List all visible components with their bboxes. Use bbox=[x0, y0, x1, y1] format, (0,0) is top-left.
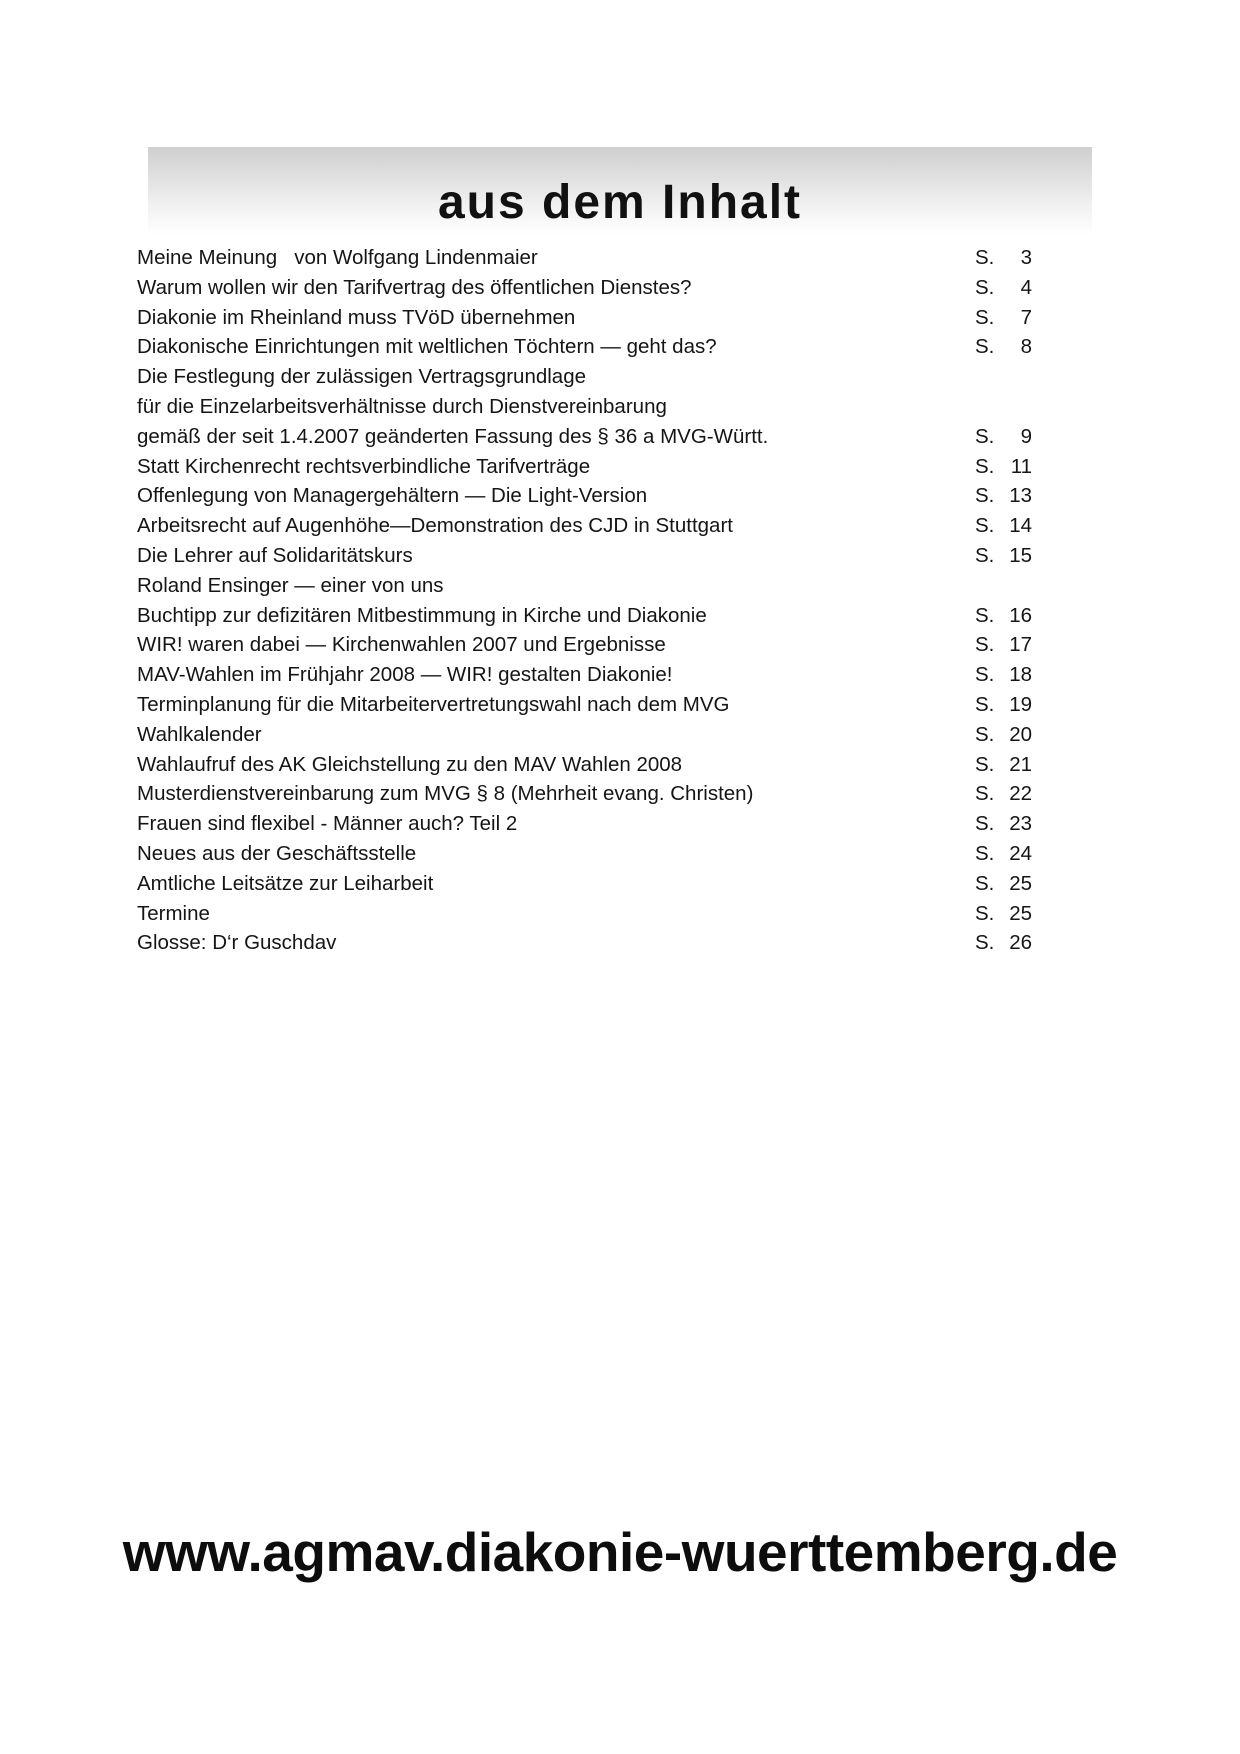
toc-entry-page-number: 25 bbox=[1009, 901, 1032, 925]
toc-entry-page-number: 23 bbox=[1009, 812, 1032, 836]
toc-entry-pagecell bbox=[975, 511, 1032, 541]
toc-entry-page-number: 26 bbox=[1009, 931, 1032, 955]
toc-entry-pagecell bbox=[975, 452, 1032, 482]
toc-entry-pagecell bbox=[975, 660, 1032, 690]
toc-entry-pagecell bbox=[975, 779, 1032, 809]
toc-row bbox=[137, 273, 1032, 303]
toc-entry-title: gemäß der seit 1.4.2007 geänderten Fassung des § 36 a MVG-Württ. bbox=[137, 424, 769, 448]
toc-entry-title: Wahlkalender bbox=[137, 722, 262, 746]
toc-entry-title: Diakonische Einrichtungen mit weltlichen Töchtern — geht das? bbox=[137, 335, 717, 359]
toc-entry-page-prefix: S. bbox=[975, 633, 995, 657]
toc-entry-page-number: 7 bbox=[1020, 305, 1032, 329]
toc-entry-page-number: 11 bbox=[1010, 454, 1032, 478]
toc-row bbox=[137, 601, 1032, 631]
toc-entry-page-number: 4 bbox=[1020, 275, 1032, 299]
toc-row bbox=[137, 362, 1032, 392]
toc-entry-page-prefix: S. bbox=[975, 871, 995, 895]
toc-entry-pagecell bbox=[975, 750, 1032, 780]
toc-entry-page-number: 17 bbox=[1009, 633, 1032, 657]
toc-entry-page-prefix: S. bbox=[975, 722, 995, 746]
toc-entry-pagecell bbox=[975, 481, 1032, 511]
toc-entry-title: Amtliche Leitsätze zur Leiharbeit bbox=[137, 871, 434, 895]
toc-row bbox=[137, 630, 1032, 660]
toc-row bbox=[137, 809, 1032, 839]
toc-entry-title: Frauen sind flexibel - Männer auch? Teil 2 bbox=[137, 812, 518, 836]
toc-entry-page-prefix: S. bbox=[975, 812, 995, 836]
toc-row bbox=[137, 392, 1032, 422]
toc-entry-pagecell bbox=[975, 690, 1032, 720]
toc-entry-page-prefix: S. bbox=[975, 484, 995, 508]
toc-entry-page-number: 22 bbox=[1009, 782, 1032, 806]
toc-entry-title: Arbeitsrecht auf Augenhöhe—Demonstration des CJD in Stuttgart bbox=[137, 514, 733, 538]
toc-row bbox=[137, 720, 1032, 750]
toc-entry-page-prefix: S. bbox=[975, 305, 995, 329]
toc-entry-pagecell bbox=[975, 809, 1032, 839]
toc-entry-title: WIR! waren dabei — Kirchenwahlen 2007 und Ergebnisse bbox=[137, 633, 666, 657]
toc-row bbox=[137, 571, 1032, 601]
toc-entry-page-prefix: S. bbox=[975, 246, 995, 269]
toc-entry-title: Offenlegung von Managergehältern — Die Light-Version bbox=[137, 484, 648, 508]
toc-entry-page-number: 20 bbox=[1009, 722, 1032, 746]
toc-row bbox=[137, 928, 1032, 958]
toc-row bbox=[137, 541, 1032, 571]
toc-entry-pagecell bbox=[975, 601, 1032, 631]
toc-entry-page-prefix: S. bbox=[975, 692, 995, 716]
toc-entry-page-prefix: S. bbox=[975, 275, 995, 299]
toc-entry-title: MAV-Wahlen im Frühjahr 2008 — WIR! gestalten Diakonie! bbox=[137, 663, 673, 687]
toc-entry-page-prefix: S. bbox=[975, 901, 995, 925]
toc-entry-page-prefix: S. bbox=[975, 752, 995, 776]
toc-entry-pagecell bbox=[975, 422, 1032, 452]
toc-entry-page-number: 9 bbox=[1020, 424, 1032, 448]
toc-entry-title: Die Lehrer auf Solidaritätskurs bbox=[137, 543, 413, 567]
toc-entry-pagecell bbox=[975, 928, 1032, 958]
toc-row bbox=[137, 332, 1032, 362]
toc-row bbox=[137, 690, 1032, 720]
toc-entry-page-number: 25 bbox=[1009, 871, 1032, 895]
toc-entry-title: Terminplanung für die Mitarbeitervertretungswahl nach dem MVG bbox=[137, 692, 730, 716]
toc-row bbox=[137, 303, 1032, 333]
toc-entry-page-number: 21 bbox=[1009, 752, 1032, 776]
toc-entry-page-prefix: S. bbox=[975, 782, 995, 806]
toc-entry-page-number: 8 bbox=[1020, 335, 1032, 359]
toc-entry-pagecell bbox=[975, 541, 1032, 571]
toc-entry-title: Warum wollen wir den Tarifvertrag des öffentlichen Dienstes? bbox=[137, 275, 692, 299]
toc-entry-pagecell bbox=[975, 720, 1032, 750]
toc-row bbox=[137, 422, 1032, 452]
toc-entry-pagecell bbox=[975, 332, 1032, 362]
toc-row bbox=[137, 839, 1032, 869]
toc-entry-title: Musterdienstvereinbarung zum MVG § 8 (Mehrheit evang. Christen) bbox=[137, 782, 754, 806]
toc-entry-pagecell bbox=[975, 839, 1032, 869]
toc-row bbox=[137, 779, 1032, 809]
toc-entry-page-number: 13 bbox=[1009, 484, 1032, 508]
toc-entry-page-prefix: S. bbox=[975, 663, 995, 687]
toc-entry-title: Termine bbox=[137, 901, 210, 925]
toc-entry-page-prefix: S. bbox=[975, 603, 995, 627]
toc-entry-page-number: 16 bbox=[1009, 603, 1032, 627]
toc-entry-page-number: 15 bbox=[1009, 543, 1032, 567]
toc-entry-title: Wahlaufruf des AK Gleichstellung zu den MAV Wahlen 2008 bbox=[137, 752, 683, 776]
toc-entry-title: Neues aus der Geschäftsstelle bbox=[137, 841, 417, 865]
toc-entry-title: für die Einzelarbeitsverhältnisse durch Dienstvereinbarung bbox=[137, 394, 667, 418]
toc-entry-page-prefix: S. bbox=[975, 543, 995, 567]
toc-entry-pagecell bbox=[975, 630, 1032, 660]
toc-entry-title: Buchtipp zur defizitären Mitbestimmung in Kirche und Diakonie bbox=[137, 603, 707, 627]
header-banner bbox=[148, 147, 1092, 235]
toc-entry-title: Roland Ensinger — einer von uns bbox=[137, 573, 444, 597]
toc-entry-page-number: 18 bbox=[1009, 663, 1032, 687]
toc-entry-pagecell bbox=[975, 869, 1032, 899]
toc-entry-pagecell bbox=[975, 303, 1032, 333]
toc-row bbox=[137, 243, 1032, 273]
toc-entry-title: Meine Meinung von Wolfgang Lindenmaier bbox=[137, 246, 538, 269]
toc-entry-pagecell bbox=[975, 899, 1032, 929]
toc-entry-pagecell bbox=[975, 273, 1032, 303]
toc-entry-title: Statt Kirchenrecht rechtsverbindliche Tarifverträge bbox=[137, 454, 591, 478]
footer-website-url: www.agmav.diakonie-wuerttemberg.de bbox=[122, 1521, 1118, 1583]
toc-entry-page-prefix: S. bbox=[975, 514, 995, 538]
toc-row bbox=[137, 481, 1032, 511]
toc-entry-page-number: 19 bbox=[1009, 692, 1032, 716]
toc-row bbox=[137, 869, 1032, 899]
toc-list bbox=[137, 243, 1032, 958]
toc-entry-page-prefix: S. bbox=[975, 454, 995, 478]
toc-entry-title: Glosse: D‘r Guschdav bbox=[137, 931, 337, 955]
toc-entry-page-number: 3 bbox=[1020, 246, 1032, 269]
toc-entry-page-prefix: S. bbox=[975, 931, 995, 955]
toc-entry-page-number: 24 bbox=[1009, 841, 1032, 865]
toc-entry-title: Die Festlegung der zulässigen Vertragsgrundlage bbox=[137, 365, 586, 389]
toc-entry-pagecell bbox=[975, 243, 1032, 273]
toc-row bbox=[137, 899, 1032, 929]
toc-entry-title: Diakonie im Rheinland muss TVöD übernehmen bbox=[137, 305, 576, 329]
toc-row bbox=[137, 511, 1032, 541]
toc-entry-page-number: 14 bbox=[1009, 514, 1032, 538]
toc-entry-page-prefix: S. bbox=[975, 424, 995, 448]
toc-row bbox=[137, 660, 1032, 690]
toc-row bbox=[137, 452, 1032, 482]
page-title: aus dem Inhalt bbox=[437, 176, 803, 229]
toc-entry-page-prefix: S. bbox=[975, 841, 995, 865]
toc-entry-page-prefix: S. bbox=[975, 335, 995, 359]
toc-row bbox=[137, 750, 1032, 780]
